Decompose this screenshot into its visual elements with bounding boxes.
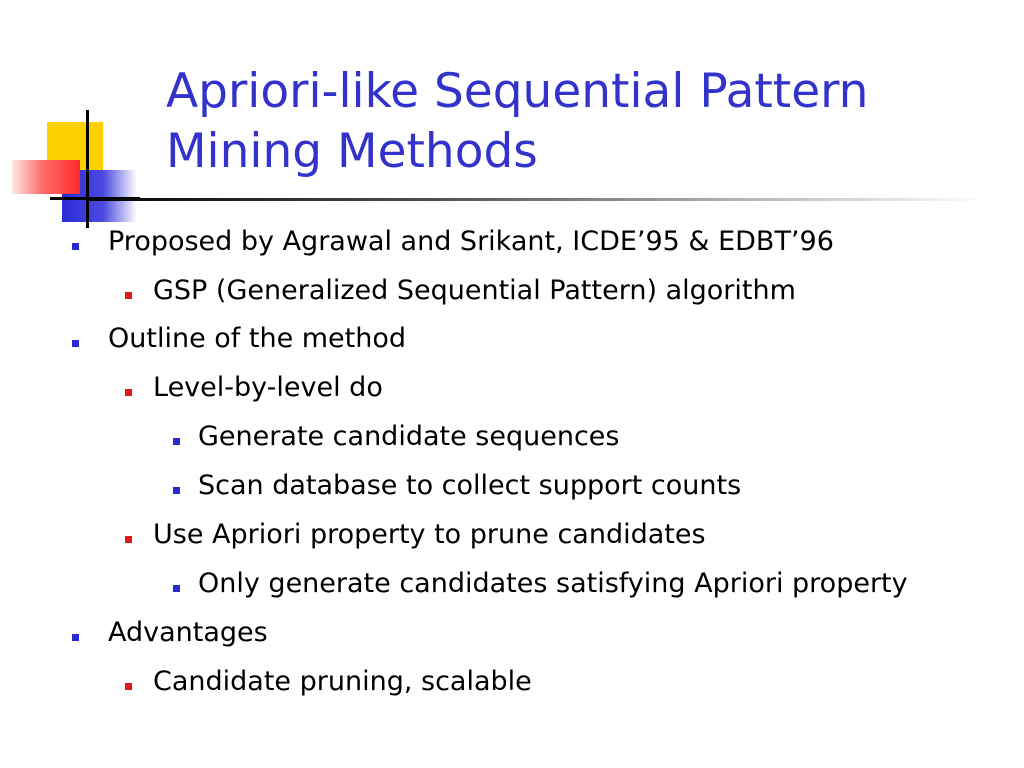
bullet-item: Level-by-level do	[153, 372, 383, 403]
bullet-item: Use Apriori property to prune candidates	[153, 519, 706, 550]
bullet-marker	[72, 340, 79, 347]
slide-title	[166, 62, 986, 182]
bullet-marker	[72, 634, 79, 641]
bullet-item: Advantages	[108, 617, 268, 648]
bullet-marker	[72, 243, 79, 250]
title-line-1: Apriori-like Sequential Pattern	[166, 64, 869, 119]
bullet-item: Outline of the method	[108, 323, 407, 354]
bullet-marker	[173, 487, 180, 494]
decorative-logo	[0, 0, 170, 240]
title-underline	[88, 198, 988, 201]
bullet-marker	[173, 438, 180, 445]
vertical-line	[86, 110, 89, 228]
red-square	[12, 160, 80, 194]
bullet-marker	[173, 585, 180, 592]
bullet-item: Generate candidate sequences	[198, 421, 620, 452]
bullet-item: Proposed by Agrawal and Srikant, ICDE’95 & EDBT’96	[108, 226, 834, 257]
bullet-marker	[125, 536, 132, 543]
bullet-marker	[125, 683, 132, 690]
bullet-item: GSP (Generalized Sequential Pattern) algorithm	[153, 275, 796, 306]
bullet-marker	[125, 389, 132, 396]
bullet-item: Only generate candidates satisfying Apriori property	[198, 568, 908, 599]
title-line-2: Mining Methods	[166, 124, 538, 179]
bullet-item: Scan database to collect support counts	[198, 470, 742, 501]
bullet-marker	[125, 292, 132, 299]
bullet-item: Candidate pruning, scalable	[153, 666, 532, 697]
